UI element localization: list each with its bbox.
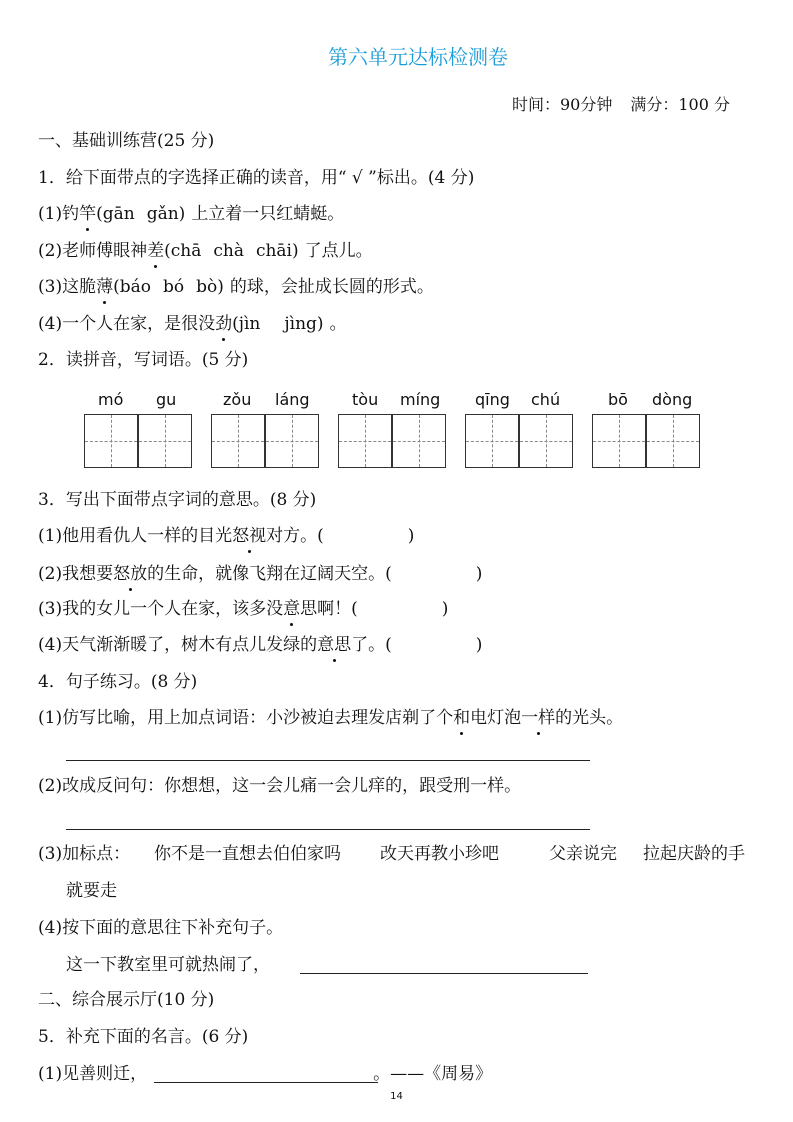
pinyin-label: bō: [608, 390, 628, 409]
pinyin-label: mó: [98, 390, 124, 409]
punctuation-phrase: 父亲说完: [549, 844, 617, 864]
writing-box[interactable]: [265, 414, 319, 468]
answer-line[interactable]: [154, 1082, 378, 1083]
answer-line[interactable]: [66, 829, 590, 830]
punctuation-phrase: 你不是一直想去伯伯家吗: [154, 844, 341, 864]
q3-item: (4)天气渐渐暖了，树木有点儿发绿的意思了。( ): [38, 635, 483, 655]
page-title: 第六单元达标检测卷: [328, 45, 508, 69]
pinyin-label: chú: [531, 390, 561, 409]
pinyin-label: láng: [275, 390, 310, 409]
exam-score: 满分：100 分: [630, 95, 731, 114]
question-heading: 3．写出下面带点字词的意思。(8 分): [38, 490, 317, 510]
exam-meta: [512, 94, 730, 116]
section-heading: 一、基础训练营(25 分): [38, 131, 215, 151]
q4-item: (2)改成反问句：你想想，这一会儿痛一会儿痒的，跟受刑一样。: [38, 776, 522, 796]
section-heading: 二、综合展示厅(10 分): [38, 990, 215, 1010]
q1-item: (1)钓竿(gān gǎn) 上立着一只红蜻蜓。: [38, 204, 345, 224]
question-heading: 5．补充下面的名言。(6 分): [38, 1027, 249, 1047]
q5-item: (1)见善则迁， 。——《周易》: [38, 1064, 493, 1084]
q4-item: (1)仿写比喻，用上加点词语：小沙被迫去理发店剃了个和电灯泡一样的光头。: [38, 708, 624, 728]
pinyin-label: qīng: [475, 390, 510, 409]
writing-box[interactable]: [519, 414, 573, 468]
question-heading: 2．读拼音，写词语。(5 分): [38, 350, 249, 370]
answer-line[interactable]: [66, 760, 590, 761]
q3-item: (1)他用看仇人一样的目光怒视对方。( ): [38, 526, 415, 546]
writing-box[interactable]: [84, 414, 138, 468]
writing-box[interactable]: [211, 414, 265, 468]
writing-box[interactable]: [138, 414, 192, 468]
q1-item: (3)这脆薄(báo bó bò) 的球，会扯成长圆的形式。: [38, 277, 434, 297]
writing-box[interactable]: [338, 414, 392, 468]
writing-box[interactable]: [646, 414, 700, 468]
q1-item: (2)老师傅眼神差(chā chà chāi) 了点儿。: [38, 241, 373, 261]
question-heading: 4．句子练习。(8 分): [38, 672, 198, 692]
punctuation-phrase: 拉起庆龄的手: [643, 844, 745, 864]
pinyin-label: gu: [156, 390, 177, 409]
exam-time: 时间：90分钟: [512, 95, 613, 114]
pinyin-label: tòu: [352, 390, 379, 409]
punctuation-phrase: 改天再教小珍吧: [380, 844, 499, 864]
punctuation-phrase: 就要走: [66, 881, 117, 901]
pinyin-label: dòng: [652, 390, 693, 409]
pinyin-label: zǒu: [223, 390, 252, 409]
writing-box[interactable]: [592, 414, 646, 468]
q3-item: (2)我想要怒放的生命，就像飞翔在辽阔天空。( ): [38, 564, 483, 584]
writing-box[interactable]: [392, 414, 446, 468]
q4-item: 这一下教室里可就热闹了，: [66, 955, 270, 975]
writing-box[interactable]: [465, 414, 519, 468]
q4-item: (3)加标点：: [38, 844, 131, 864]
question-heading: 1．给下面带点的字选择正确的读音，用“ √ ”标出。(4 分): [38, 168, 475, 188]
answer-line[interactable]: [300, 973, 588, 974]
pinyin-label: míng: [400, 390, 441, 409]
q4-item: (4)按下面的意思往下补充句子。: [38, 918, 284, 938]
page-number: 14: [390, 1091, 403, 1102]
q1-item: (4)一个人在家，是很没劲(jìn jìng) 。: [38, 314, 347, 334]
q3-item: (3)我的女儿一个人在家，该多没意思啊！( ): [38, 599, 449, 619]
